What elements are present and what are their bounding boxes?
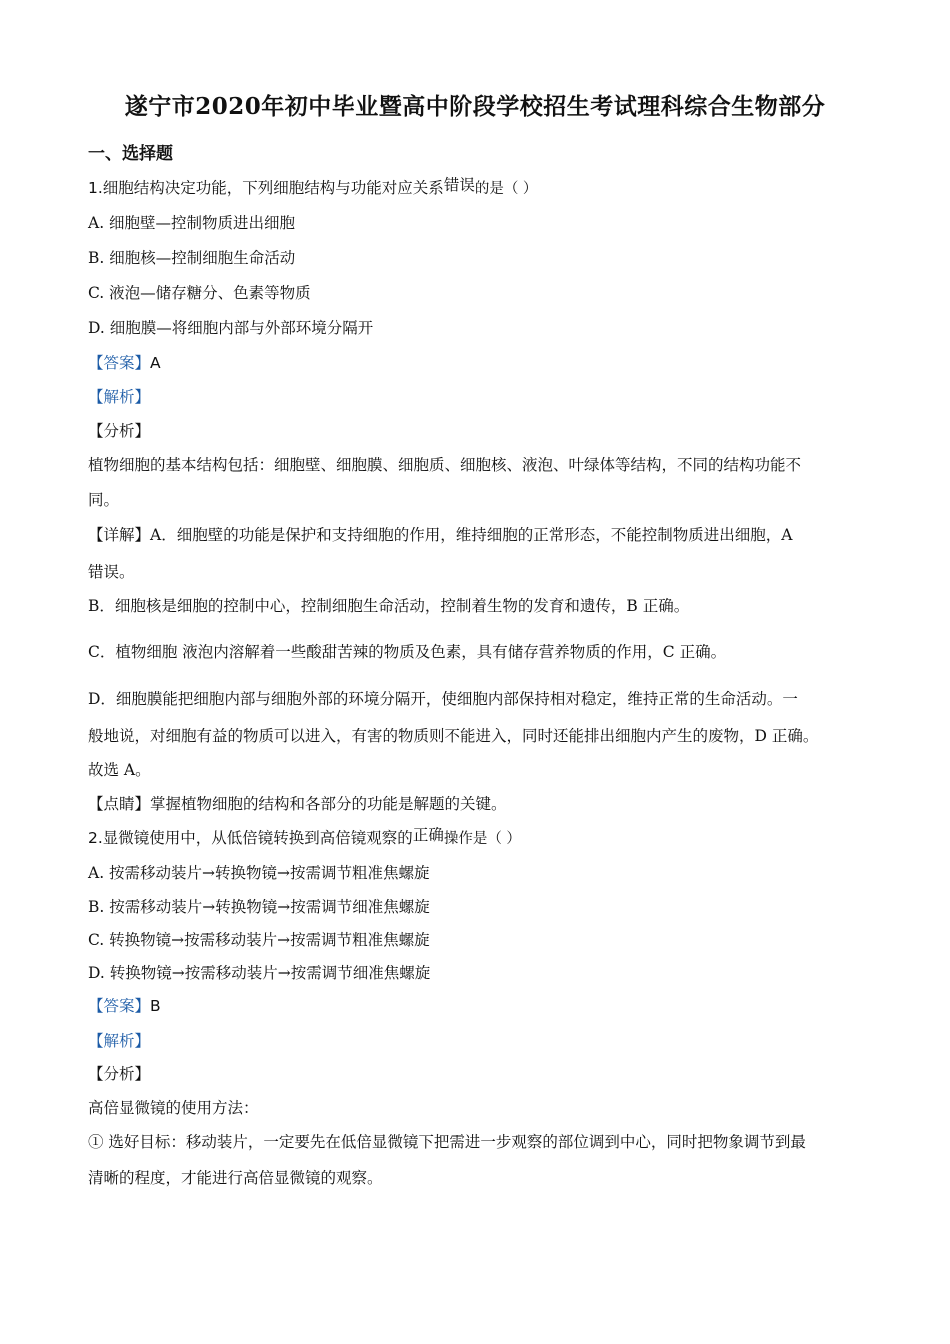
analysis-tag: 【解析】 xyxy=(88,388,151,406)
question-stem-text: 的是（ ） xyxy=(474,181,538,197)
fenxi-text: 高倍显微镜的使用方法： xyxy=(88,1099,259,1117)
xiangjie-tag: 【详解】 xyxy=(88,526,151,544)
xiangjie-text: 般地说，对细胞有益的物质可以进入，有害的物质则不能进入，同时还能排出细胞内产生的废物，D 正确。 xyxy=(88,727,819,745)
question-emphasis: 正确 xyxy=(412,826,444,844)
xiangjie-text: A．细胞壁的功能是保护和支持细胞的作用，维持细胞的正常形态，不能控制物质进出细胞，A xyxy=(150,526,793,544)
answer-line xyxy=(88,996,161,1016)
xiangjie-text: D．细胞膜能把细胞内部与细胞外部的环境分隔开，使细胞内部保持相对稳定，维持正常的生命活动。一 xyxy=(88,690,798,708)
section-heading: 一、选择题 xyxy=(88,144,173,164)
fenxi-text: 同。 xyxy=(88,491,120,509)
option-b: B. 细胞核—控制细胞生命活动 xyxy=(88,249,296,267)
fenxi-tag: 【分析】 xyxy=(88,422,151,440)
question-1-stem xyxy=(88,178,537,199)
question-stem-text: 操作是（ ） xyxy=(443,831,521,847)
xiangjie-line xyxy=(88,525,792,545)
question-emphasis: 错误 xyxy=(443,176,475,194)
question-number: 2. xyxy=(88,829,103,847)
answer-tag: 【答案】 xyxy=(88,997,151,1015)
xiangjie-text: 故选 A。 xyxy=(88,761,151,779)
option-a: A. 细胞壁—控制物质进出细胞 xyxy=(88,214,296,232)
question-stem-text: 显微镜使用中，从低倍镜转换到高倍镜观察的 xyxy=(102,829,413,847)
fenxi-text: 植物细胞的基本结构包括：细胞壁、细胞膜、细胞质、细胞核、液泡、叶绿体等结构，不同的结构功能不 xyxy=(88,456,802,474)
dianjing-tag: 【点睛】 xyxy=(88,795,151,813)
question-stem-text: 细胞结构决定功能，下列细胞结构与功能对应关系 xyxy=(102,179,444,197)
dianjing-text: 掌握植物细胞的结构和各部分的功能是解题的关键。 xyxy=(150,795,507,813)
xiangjie-text: C．植物细胞 液泡内溶解着一些酸甜苦辣的物质及色素，具有储存营养物质的作用，C 正确。 xyxy=(88,643,727,661)
answer-line xyxy=(88,353,161,373)
analysis-tag: 【解析】 xyxy=(88,1032,151,1050)
option-d: D. 转换物镜→按需移动装片→按需调节细准焦螺旋 xyxy=(88,964,431,982)
xiangjie-text: B．细胞核是细胞的控制中心，控制细胞生命活动，控制着生物的发育和遗传，B 正确。 xyxy=(88,597,690,615)
answer-value: B xyxy=(150,997,161,1015)
option-c: C. 转换物镜→按需移动装片→按需调节粗准焦螺旋 xyxy=(88,931,430,949)
xiangjie-text: 错误。 xyxy=(88,563,135,581)
fenxi-tag: 【分析】 xyxy=(88,1065,151,1083)
page-title: 遂宁市2020年初中毕业暨高中阶段学校招生考试理科综合生物部分 xyxy=(124,93,826,120)
question-2-stem xyxy=(88,828,521,849)
option-b: B. 按需移动装片→转换物镜→按需调节细准焦螺旋 xyxy=(88,898,430,916)
question-number: 1. xyxy=(88,179,103,197)
option-a: A. 按需移动装片→转换物镜→按需调节粗准焦螺旋 xyxy=(88,864,430,882)
option-c: C. 液泡—储存糖分、色素等物质 xyxy=(88,284,311,302)
answer-tag: 【答案】 xyxy=(88,354,151,372)
option-d: D. 细胞膜—将细胞内部与外部环境分隔开 xyxy=(88,319,374,337)
fenxi-text: 清晰的程度，才能进行高倍显微镜的观察。 xyxy=(88,1169,383,1187)
fenxi-text: ① 选好目标：移动装片，一定要先在低倍显微镜下把需进一步观察的部位调到中心，同时把物象调节到最 xyxy=(88,1133,806,1151)
answer-value: A xyxy=(150,354,161,372)
dianjing-line xyxy=(88,794,507,814)
